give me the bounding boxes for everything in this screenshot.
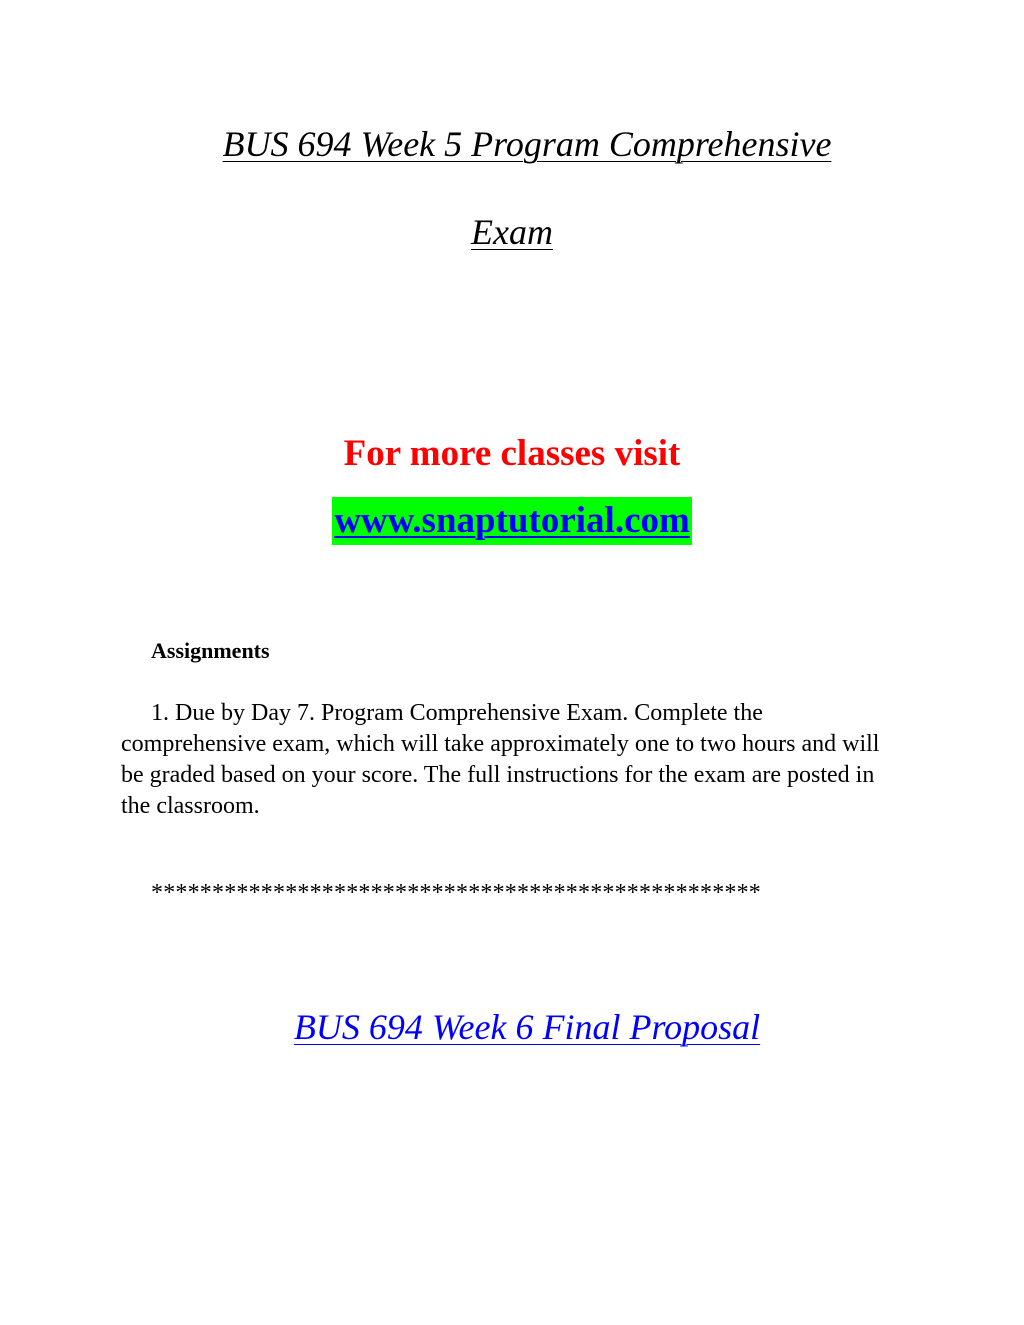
next-course-link[interactable] — [15, 1004, 1024, 1050]
promo-text: For more classes visit — [343, 433, 681, 474]
site-link-container — [0, 497, 1024, 545]
separator-line: ************************************************** — [151, 880, 761, 906]
assignment-paragraph: 1. Due by Day 7. Program Comprehensive Exam. Complete the comprehensive exam, which will take approximately one to two hours and will be graded based on your score. The full instructions for the exam are posted in the classroom. — [121, 700, 880, 819]
title-line-1-text: BUS 694 Week 5 Program Comprehensive — [222, 124, 832, 164]
document-title-line-2 — [0, 210, 1024, 254]
title-line-2-text: Exam — [471, 212, 553, 252]
site-link[interactable]: www.snaptutorial.com — [332, 497, 692, 545]
next-course-link-text[interactable]: BUS 694 Week 6 Final Proposal — [293, 1007, 761, 1047]
assignments-heading: Assignments — [151, 638, 270, 663]
document-title-line-1 — [15, 122, 1024, 166]
